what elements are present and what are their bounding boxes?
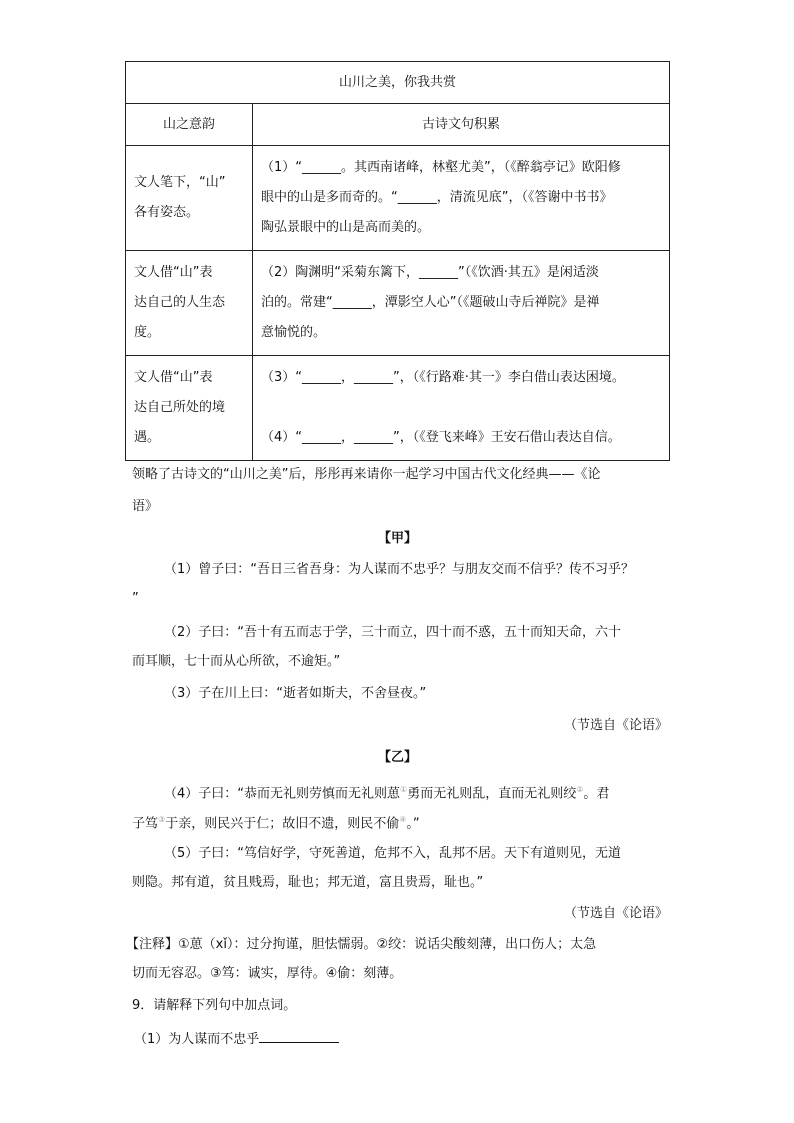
- table-row: [126, 146, 670, 251]
- cell-text: （1）“______。其西南诸峰，林壑尤美”，（《醉翁亭记》欧阳修: [261, 160, 621, 175]
- cell-text: 意愉悦的。: [261, 325, 327, 340]
- table-row: [126, 356, 670, 461]
- text-line: ”: [132, 591, 139, 606]
- cell-text: （3）“______，______”，（《行路难·其一》李白借山表达困境。: [261, 370, 625, 385]
- poetry-table: [125, 61, 670, 461]
- text-line: （2）子曰：“吾十有五而志于学，三十而立，四十而不惑，五十而知天命，六十: [164, 625, 622, 640]
- table-row: [126, 251, 670, 356]
- cell-text: 眼中的山是多而奇的。“______，清流见底”，（《答谢中书书》: [261, 190, 613, 205]
- cell-text: 达自己的人生态: [134, 295, 226, 310]
- cell-text: 遇。: [134, 430, 161, 445]
- cell-text: 泊的。常建“______，潭影空人心”（《题破山寺后禅院》是禅: [261, 295, 600, 310]
- question-title: 9．请解释下列句中加点词。: [132, 998, 297, 1013]
- source: （节选自《论语》: [563, 718, 668, 733]
- cell-text: （2）陶渊明“采菊东篱下，______”（《饮酒·其五》是闲适淡: [261, 265, 599, 280]
- cell-text: 达自己所处的境: [134, 400, 226, 415]
- cell-text: 文人笔下，“山”: [134, 175, 226, 190]
- source: （节选自《论语》: [563, 906, 668, 921]
- text-line: 子笃③于亲，则民兴于仁；故旧不遗，则民不偷④。”: [132, 815, 420, 832]
- text-line: （3）子在川上曰：“逝者如斯夫，不舍昼夜。”: [164, 686, 427, 701]
- intro-line: 领略了古诗文的“山川之美”后，彤彤再来请你一起学习中国古代文化经典——《论: [132, 467, 601, 482]
- section-jia-heading: 【甲】: [377, 531, 417, 546]
- intro-line: 语》: [132, 499, 159, 514]
- text-line: （4）子曰：“恭而无礼则劳慎而无礼则葸①勇而无礼则乱，直而无礼则绞②。君: [164, 785, 610, 802]
- cell-text: 文人借“山”表: [134, 370, 213, 385]
- text-line: 则隐。邦有道，贫且贱焉，耻也；邦无道，富且贵焉，耻也。”: [132, 875, 484, 890]
- table-title: 山川之美，你我共赏: [126, 62, 670, 104]
- cell-text: （4）“______，______”，（《登飞来峰》王安石借山表达自信。: [261, 430, 621, 445]
- cell-text: 文人借“山”表: [134, 265, 213, 280]
- answer-blank[interactable]: [259, 1028, 339, 1043]
- text-line: 而耳顺，七十而从心所欲，不逾矩。”: [132, 654, 341, 669]
- header-right: 古诗文句积累: [253, 104, 670, 146]
- section-yi-heading: 【乙】: [377, 750, 417, 765]
- notes-line: 【注释】①葸（xǐ）：过分拘谨，胆怯懦弱。②绞：说话尖酸刻薄，出口伤人；太急: [126, 937, 597, 952]
- cell-text: 陶弘景眼中的山是高而美的。: [261, 220, 431, 235]
- question-item: （1）为人谋而不忠乎: [134, 1028, 674, 1050]
- cell-text: 度。: [134, 325, 161, 340]
- header-left: 山之意韵: [126, 104, 253, 146]
- cell-text: 各有姿态。: [134, 205, 200, 220]
- text-line: （5）子曰：“笃信好学，守死善道，危邦不入，乱邦不居。天下有道则见，无道: [164, 846, 622, 861]
- notes-line: 切而无容忍。③笃：诚实，厚待。④偷：刻薄。: [132, 966, 403, 981]
- text-line: （1）曾子曰：“吾日三省吾身：为人谋而不忠乎？与朋友交而不信乎？传不习乎？: [164, 562, 635, 577]
